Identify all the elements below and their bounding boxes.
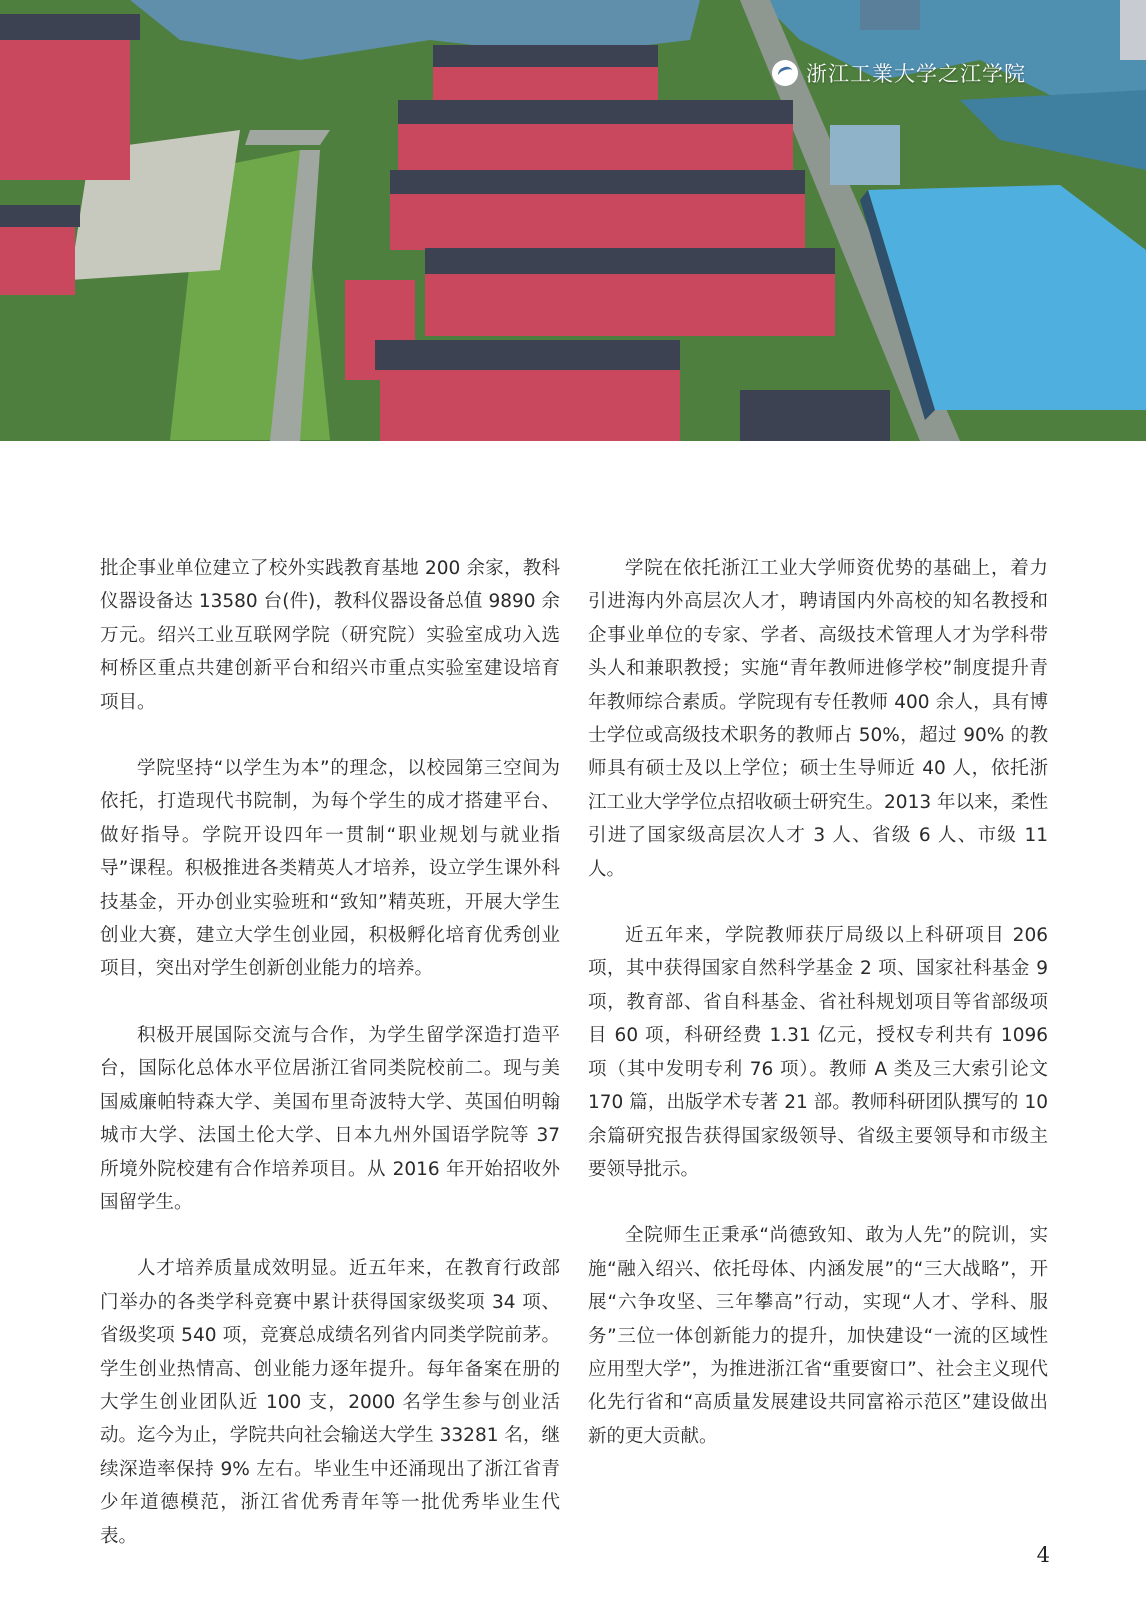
paragraph: 近五年来，学院教师获厅局级以上科研项目 206 项，其中获得国家自然科学基金 2 项、国家社科基金 9 项，教育部、省自科基金、省社科规划项目等省部级项目 60 项，科研经费 1.31 亿元，授权专利共有 1096 项（其中发明专利 76 项）。教师 A 类及三大索引论文 170 篇，出版学术专著 21 部。教师科研团队撰写的 10 余篇研究报告获得国家级领导、省级主要领导和市级主要领导批示。 (588, 925, 1048, 1180)
college-name: 浙江工業大学之江学院 (806, 62, 1026, 86)
right-column (588, 552, 1048, 1486)
paragraph: 学院坚持“以学生为本”的理念，以校园第三空间为依托，打造现代书院制，为每个学生的成才搭建平台、做好指导。学院开设四年一贯制“职业规划与就业指导”课程。积极推进各类精英人才培养，设立学生课外科技基金，开办创业实验班和“致知”精英班，开展大学生创业大赛，建立大学生创业园，积极孵化培育优秀创业项目，突出对学生创新创业能力的培养。 (100, 758, 560, 980)
campus-aerial-photo (0, 0, 1146, 441)
paragraph: 全院师生正秉承“尚德致知、敢为人先”的院训，实施“融入绍兴、依托母体、内涵发展”的“三大战略”，开展“六争攻坚、三年攀高”行动，实现“人才、学科、服务”三位一体创新能力的提升，加快建设“一流的区域性应用型大学”，为推进浙江省“重要窗口”、社会主义现代化先行省和“高质量发展建设共同富裕示范区”建设做出新的更大贡献。 (588, 1225, 1048, 1447)
page-number: 4 (1036, 1543, 1050, 1567)
paragraph: 积极开展国际交流与合作，为学生留学深造打造平台，国际化总体水平位居浙江省同类院校前二。现与美国威廉帕特森大学、美国布里奇波特大学、英国伯明翰城市大学、法国土伦大学、日本九州外国语学院等 37 所境外院校建有合作培养项目。从 2016 年开始招收外国留学生。 (100, 1024, 560, 1213)
college-emblem-icon (772, 60, 798, 86)
paragraph: 批企事业单位建立了校外实践教育基地 200 余家，教科仪器设备达 13580 台(件)，教科仪器设备总值 9890 余万元。绍兴工业互联网学院（研究院）实验室成功入选柯桥区重点共建创新平台和绍兴市重点实验室建设培育项目。 (100, 558, 560, 713)
paragraph: 人才培养质量成效明显。近五年来，在教育行政部门举办的各类学科竞赛中累计获得国家级奖项 34 项、省级奖项 540 项，竞赛总成绩名列省内同类学院前茅。学生创业热情高、创业能力逐年提升。每年备案在册的大学生创业团队近 100 支，2000 名学生参与创业活动。迄今为止，学院共向社会输送大学生 33281 名，继续深造率保持 9% 左右。毕业生中还涌现出了浙江省青少年道德模范，浙江省优秀青年等一批优秀毕业生代表。 (100, 1258, 560, 1547)
college-logo (772, 58, 1026, 88)
paragraph: 学院在依托浙江工业大学师资优势的基础上，着力引进海内外高层次人才，聘请国内外高校的知名教授和企事业单位的专家、学者、高级技术管理人才为学科带头人和兼职教授；实施“青年教师进修学校”制度提升青年教师综合素质。学院现有专任教师 400 余人，具有博士学位或高级技术职务的教师占 50%，超过 90% 的教师具有硕士及以上学位；硕士生导师近 40 人，依托浙江工业大学学位点招收硕士研究生。2013 年以来，柔性引进了国家级高层次人才 3 人、省级 6 人、市级 11 人。 (588, 558, 1048, 880)
left-column (100, 552, 560, 1586)
